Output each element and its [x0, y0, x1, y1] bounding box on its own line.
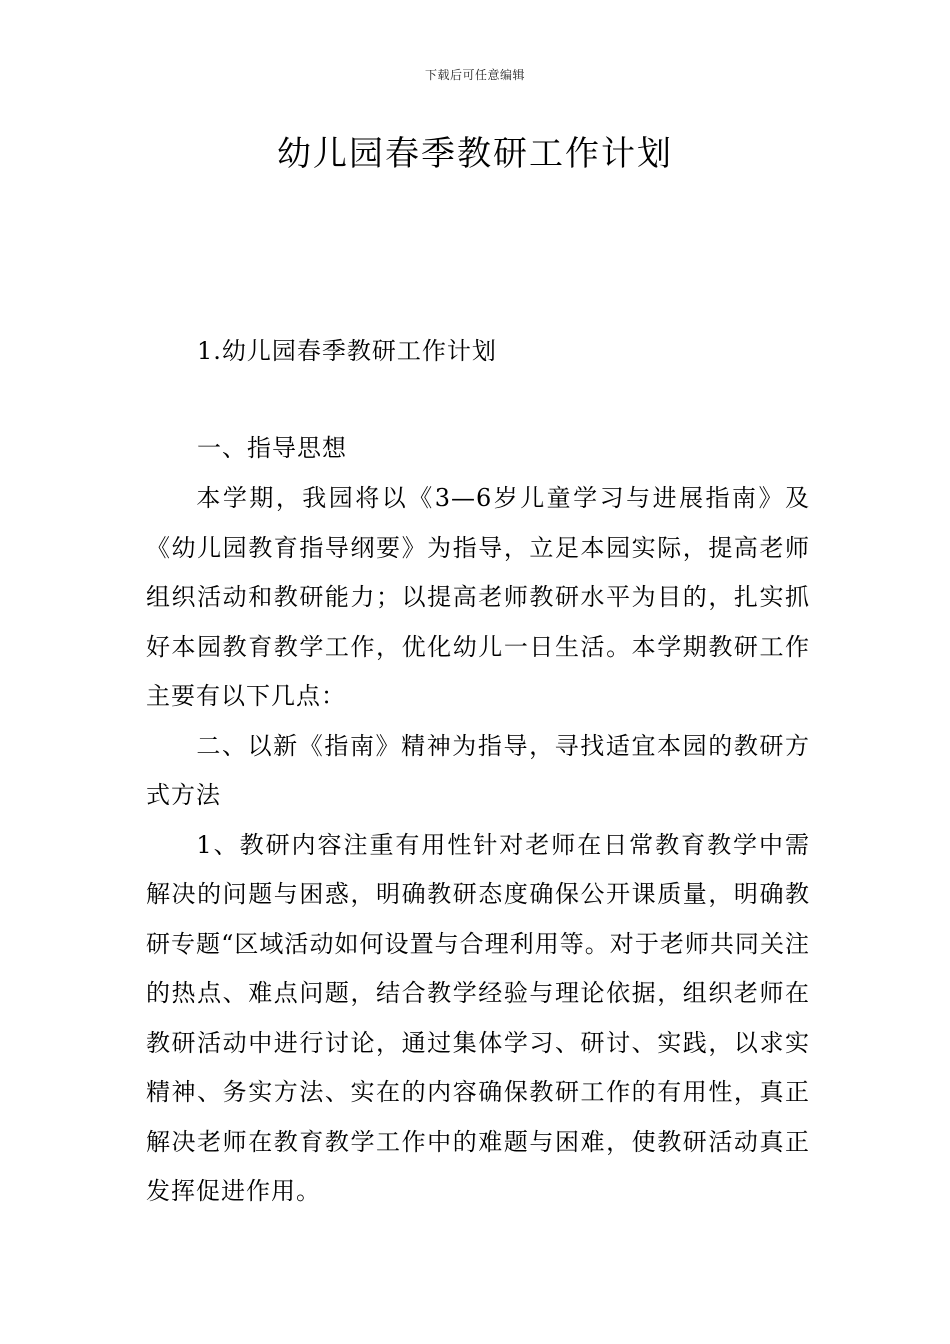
- section-heading-guiding-ideology: 一、指导思想: [197, 434, 347, 462]
- document-title: 幼儿园春季教研工作计划: [277, 134, 673, 174]
- header-note: 下载后可任意编辑: [424, 68, 525, 82]
- document-body: [146, 474, 810, 1217]
- document-subtitle: 1.幼儿园春季教研工作计划: [197, 337, 497, 365]
- paragraph: 1、教研内容注重有用性针对老师在日常教育教学中需解决的问题与困惑，明确教研态度确保公开课质量，明确教研专题“区域活动如何设置与合理利用等。对于老师共同关注的热点、难点问题，结合教学经验与理论依据，组织老师在教研活动中进行讨论，通过集体学习、研讨、实践，以求实精神、务实方法、实在的内容确保教研工作的有用性，真正解决老师在教育教学工作中的难题与困难，使教研活动真正发挥促进作用。: [146, 830, 810, 1205]
- paragraph: 二、以新《指南》精神为指导，寻找适宜本园的教研方式方法: [146, 731, 810, 809]
- paragraph: 本学期，我园将以《3—6岁儿童学习与进展指南》及《幼儿园教育指导纲要》为指导，立足本园实际，提高老师组织活动和教研能力；以提高老师教研水平为目的，扎实抓好本园教育教学工作，优化幼儿一日生活。本学期教研工作主要有以下几点：: [146, 484, 810, 710]
